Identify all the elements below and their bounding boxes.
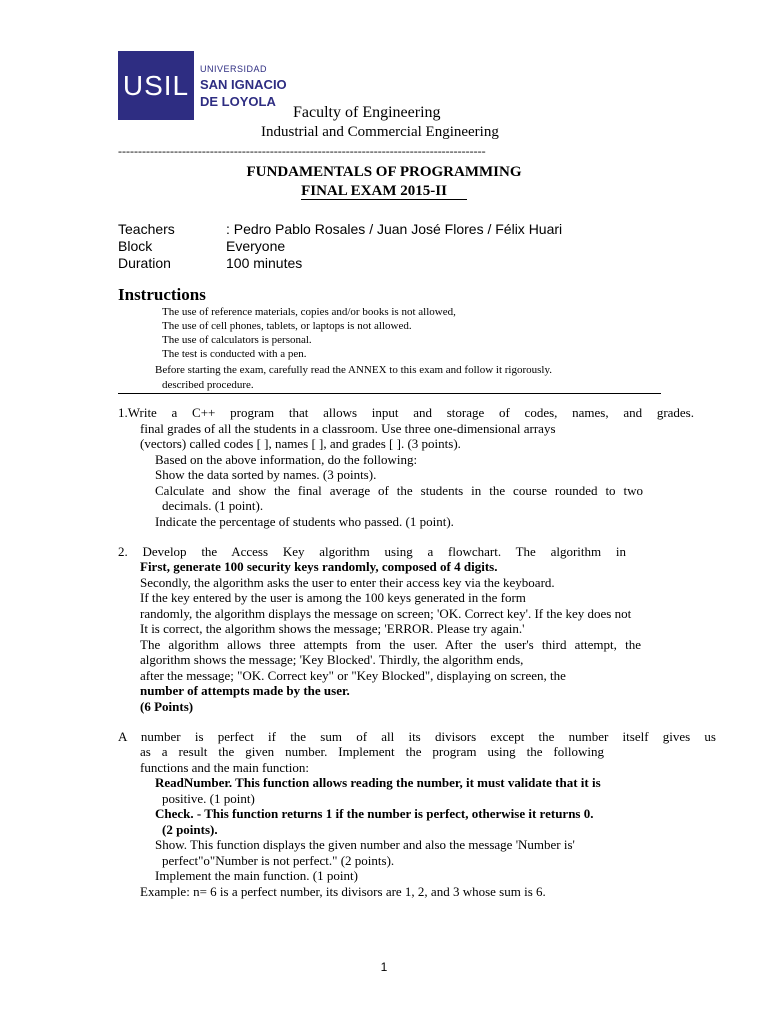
instruction-item: The use of cell phones, tablets, or laptops is not allowed. (162, 320, 412, 332)
q2-line: 2. Develop the Access Key algorithm using a flowchart. The algorithm in (118, 544, 626, 559)
q2-line: If the key entered by the user is among the 100 keys generated in the form (140, 590, 526, 605)
q1-task: Based on the above information, do the following: (155, 452, 418, 467)
q3-function-check: Check. - This function returns 1 if the number is perfect, otherwise it returns 0. (155, 806, 594, 821)
university-name-line1: SAN IGNACIO (200, 77, 287, 92)
course-title: FUNDAMENTALS OF PROGRAMMING (246, 164, 522, 180)
q2-line: randomly, the algorithm displays the message on screen; 'OK. Correct key'. If the key does not (140, 606, 632, 621)
q1-line: (vectors) called codes [ ], names [ ], and grades [ ]. (3 points). (140, 436, 461, 451)
instruction-item: Before starting the exam, carefully read the ANNEX to this exam and follow it rigorously. (155, 364, 553, 376)
q1-line: 1.Write a C++ program that allows input and storage of codes, names, and grades. (118, 405, 694, 420)
instruction-item: The use of reference materials, copies and/or books is not allowed, (162, 306, 456, 318)
instruction-item-continuation: described procedure. (162, 379, 254, 391)
q2-line-bold: First, generate 100 security keys randomly, composed of 4 digits. (140, 559, 498, 574)
q2-line: algorithm shows the message; 'Key Blocked'. Thirdly, the algorithm ends, (140, 652, 524, 667)
q3-function-continuation: positive. (1 point) (162, 791, 255, 806)
q3-function-readnumber: ReadNumber. This function allows reading the number, it must validate that it is (155, 775, 601, 790)
exam-title (0, 183, 768, 200)
q3-line: functions and the main function: (140, 760, 309, 775)
university-label: UNIVERSIDAD (200, 64, 268, 74)
q1-line: final grades of all the students in a classroom. Use three one-dimensional arrays (140, 421, 556, 436)
header-separator: -------------------------------------------------------------------------------------------- (118, 144, 486, 158)
instruction-item: The use of calculators is personal. (162, 334, 312, 346)
info-value-teachers: : Pedro Pablo Rosales / Juan José Flores / Félix Huari (226, 221, 563, 237)
q2-line: It is correct, the algorithm shows the message; 'ERROR. Please try again.' (140, 621, 525, 636)
q1-task: Indicate the percentage of students who passed. (1 point). (155, 514, 454, 529)
university-name-line2: DE LOYOLA (200, 94, 276, 109)
q3-line: A number is perfect if the sum of all its divisors except the number itself gives us (118, 729, 716, 744)
logo-text: USIL (122, 69, 190, 101)
q1-task: Calculate and show the final average of the students in the course rounded to two (155, 483, 643, 498)
info-label-teachers: Teachers (118, 221, 175, 237)
instructions-divider (118, 393, 661, 394)
info-label-duration: Duration (118, 255, 171, 271)
q3-function-continuation: perfect"o"Number is not perfect." (2 points). (162, 853, 395, 868)
info-value-block: Everyone (226, 238, 286, 254)
q1-task: Show the data sorted by names. (3 points). (155, 467, 377, 482)
q3-function-continuation: (2 points). (162, 822, 218, 837)
exam-title-text: FINAL EXAM 2015-II (301, 183, 467, 200)
info-label-block: Block (118, 238, 153, 254)
faculty-title: Faculty of Engineering (293, 104, 441, 121)
instructions-heading: Instructions (118, 285, 206, 304)
q3-function-main: Implement the main function. (1 point) (155, 868, 358, 883)
q3-function-show: Show. This function displays the given number and also the message 'Number is' (155, 837, 575, 852)
q2-line-bold: number of attempts made by the user. (140, 683, 350, 698)
program-title: Industrial and Commercial Engineering (261, 124, 499, 140)
q3-line: as a result the given number. Implement the program using the following (140, 744, 604, 759)
q2-line: Secondly, the algorithm asks the user to enter their access key via the keyboard. (140, 575, 555, 590)
q2-points: (6 Points) (140, 699, 194, 714)
q2-line: The algorithm allows three attempts from the user. After the user's third attempt, the (140, 637, 641, 652)
university-logo (118, 51, 194, 120)
instruction-item: The test is conducted with a pen. (162, 348, 307, 360)
q1-task-continuation: decimals. (1 point). (162, 498, 264, 513)
page-number: 1 (380, 960, 388, 974)
q3-example: Example: n= 6 is a perfect number, its divisors are 1, 2, and 3 whose sum is 6. (140, 884, 546, 899)
info-value-duration: 100 minutes (226, 255, 303, 271)
q2-line: after the message; "OK. Correct key" or "Key Blocked", displaying on screen, the (140, 668, 566, 683)
